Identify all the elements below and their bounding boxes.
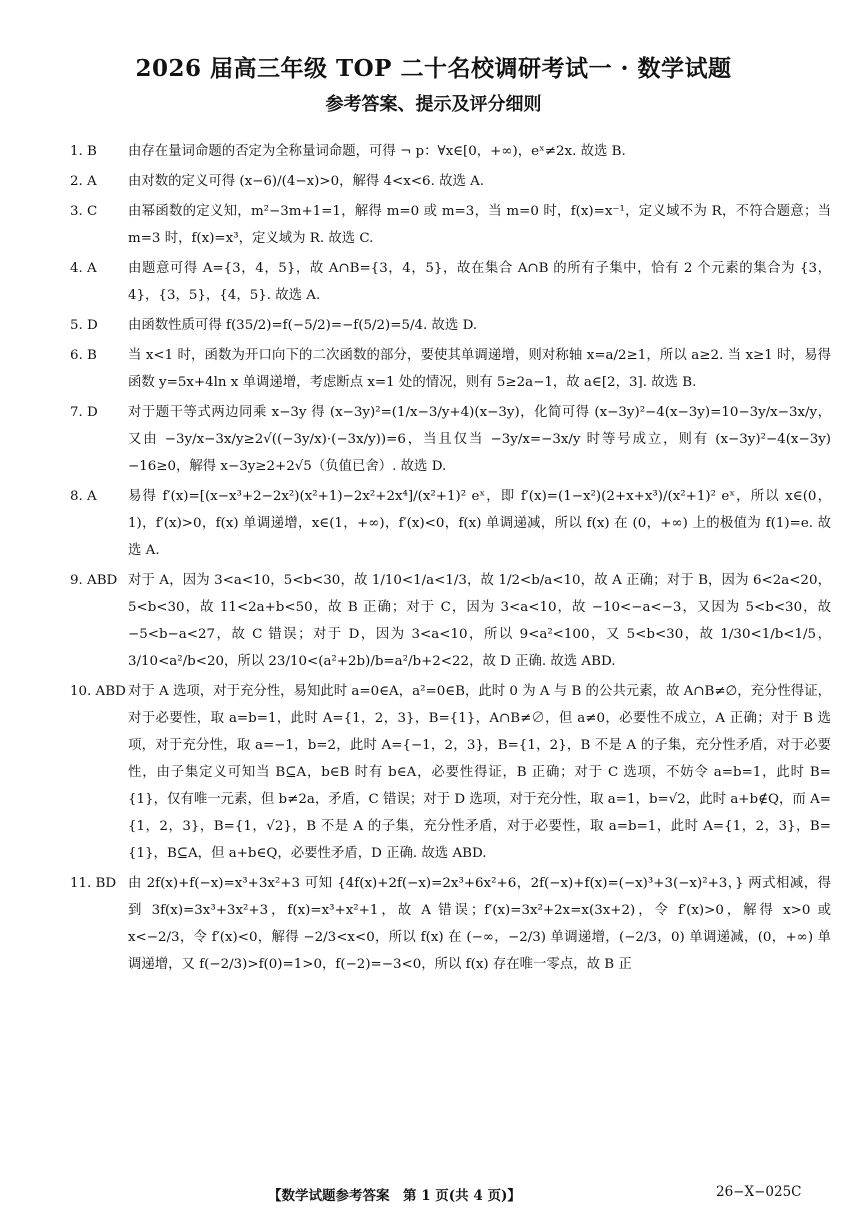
answer-text: 由存在量词命题的否定为全称量词命题，可得 ¬ p：∀x∈[0，+∞)，eˣ≠2x. 故选 B. [128, 144, 626, 159]
footer-page-label: 【数学试题参考答案 第 1 页(共 4 页)】 [268, 1188, 521, 1204]
answer-item-3 [70, 198, 831, 252]
answer-item-9 [70, 567, 831, 675]
answer-number: 9. ABD [70, 573, 118, 588]
answer-item-2 [70, 168, 831, 195]
answer-text: 当 x<1 时，函数为开口向下的二次函数的部分，要使其单调递增，则对称轴 x=a/2≥1，所以 a≥2. 当 x≥1 时，易得函数 y=5x+4ln x 单调递增，考虑断点 x=1 处的情况，则有 5≥2a−1，故 a∈[2，3]. 故选 B. [128, 348, 831, 390]
answer-number: 8. A [70, 489, 97, 504]
answer-text: 由函数性质可得 f(35/2)=f(−5/2)=−f(5/2)=5/4. 故选 D. [128, 318, 478, 333]
answer-item-7 [70, 399, 831, 480]
answer-text: 对于 A 选项，对于充分性，易知此时 a=0∈A，a²=0∈B，此时 0 为 A 与 B 的公共元素，故 A∩B≠∅，充分性得证，对于必要性，取 a=b=1，此时 A={1，2，3}，B={1}，A∩B≠∅，但 a≠0，必要性不成立，A 正确；对于 B 选项，对于充分性，取 a=−1，b=2，此时 A={−1，2，3}，B={1，2}，B 不是 A 的子集，充分性矛盾，对于必要性，由子集定义可知当 B⊆A，b∈B 时有 b∈A，必要性得证，B 正确；对于 C 选项，不妨令 a=b=1，此时 B={1}，仅有唯一元素，但 b≠2a，矛盾，C 错误；对于 D 选项，对于充分性，取 a=1，b=√2，此时 a+b∉Q，而 A={1，2，3}，B={1，√2}，B 不是 A 的子集，充分性矛盾，对于必要性，取 a=b=1，此时 A={1，2，3}，B={1}，B⊆A，但 a+b∈Q，必要性矛盾，D 正确. 故选 ABD. [128, 684, 831, 861]
footer-code: 26−X−025C [716, 1184, 802, 1200]
answer-number: 10. ABD [70, 684, 126, 699]
answer-number: 4. A [70, 261, 97, 276]
answer-item-6 [70, 342, 831, 396]
answer-text: 对于 A，因为 3<a<10，5<b<30，故 1/10<1/a<1/3，故 1/2<b/a<10，故 A 正确；对于 B，因为 6<2a<20，5<b<30，故 11<2a+b<50，故 B 正确；对于 C，因为 3<a<10，故 −10<−a<−3，又因为 5<b<30，故 −5<b−a<27，故 C 错误；对于 D，因为 3<a<10，所以 9<a²<100，又 5<b<30，故 1/30<1/b<1/5，3/10<a²/b<20，所以 23/10<(a²+2b)/b=a²/b+2<22，故 D 正确. 故选 ABD. [128, 573, 831, 669]
answer-number: 6. B [70, 348, 97, 363]
answer-item-10 [70, 678, 831, 867]
page-subtitle: 参考答案、提示及评分细则 [325, 94, 542, 115]
answer-text: 由对数的定义可得 (x−6)/(4−x)>0，解得 4<x<6. 故选 A. [128, 174, 485, 189]
answer-item-8 [70, 483, 831, 564]
answer-number: 2. A [70, 174, 97, 189]
answer-item-4 [70, 255, 831, 309]
page-title: 2026 届高三年级 TOP 二十名校调研考试一 · 数学试题 [135, 55, 732, 82]
answer-text: 由题意可得 A={3，4，5}，故 A∩B={3，4，5}，故在集合 A∩B 的所有子集中，恰有 2 个元素的集合为 {3，4}，{3，5}，{4，5}. 故选 A. [128, 261, 831, 303]
answer-number: 3. C [70, 204, 98, 219]
answer-number: 1. B [70, 144, 97, 159]
answer-text: 由 2f(x)+f(−x)=x³+3x²+3 可知 {4f(x)+2f(−x)=2x³+6x²+6，2f(−x)+f(x)=(−x)³+3(−x)²+3，} 两式相减，得到 3f(x)=3x³+3x²+3，f(x)=x³+x²+1，故 A 错误；f′(x)=3x²+2x=x(3x+2)，令 f′(x)>0，解得 x>0 或 x<−2/3，令 f′(x)<0，解得 −2/3<x<0，所以 f(x) 在 (−∞，−2/3) 单调递增，(−2/3，0) 单调递减，(0，+∞) 单调递增，又 f(−2/3)>f(0)=1>0，f(−2)=−3<0，所以 f(x) 存在唯一零点，故 B 正 [128, 876, 831, 972]
answer-text: 易得 f′(x)=[(x−x³+2−2x²)(x²+1)−2x²+2x⁴]/(x²+1)² eˣ，即 f′(x)=(1−x²)(2+x+x³)/(x²+1)² eˣ，所以 x∈(0，1)，f′(x)>0，f(x) 单调递增，x∈(1，+∞)，f′(x)<0，f(x) 单调递减，所以 f(x) 在 (0，+∞) 上的极值为 f(1)=e. 故选 A. [128, 489, 831, 558]
answer-number: 7. D [70, 405, 98, 420]
answer-text: 由幂函数的定义知，m²−3m+1=1，解得 m=0 或 m=3，当 m=0 时，f(x)=x⁻¹，定义域不为 R，不符合题意；当 m=3 时，f(x)=x³，定义域为 R. 故选 C. [128, 204, 831, 246]
answer-list [70, 138, 831, 981]
answer-item-5 [70, 312, 831, 339]
answer-number: 5. D [70, 318, 98, 333]
answer-number: 11. BD [70, 876, 117, 891]
answer-item-1 [70, 138, 831, 165]
answer-text: 对于题干等式两边同乘 x−3y 得 (x−3y)²=(1/x−3/y+4)(x−3y)，化简可得 (x−3y)²−4(x−3y)=10−3y/x−3x/y，又由 −3y/x−3x/y≥2√((−3y/x)·(−3x/y))=6，当且仅当 −3y/x=−3x/y 时等号成立，则有 (x−3y)²−4(x−3y)−16≥0，解得 x−3y≥2+2√5（负值已舍）. 故选 D. [128, 405, 831, 474]
answer-item-11 [70, 870, 831, 978]
